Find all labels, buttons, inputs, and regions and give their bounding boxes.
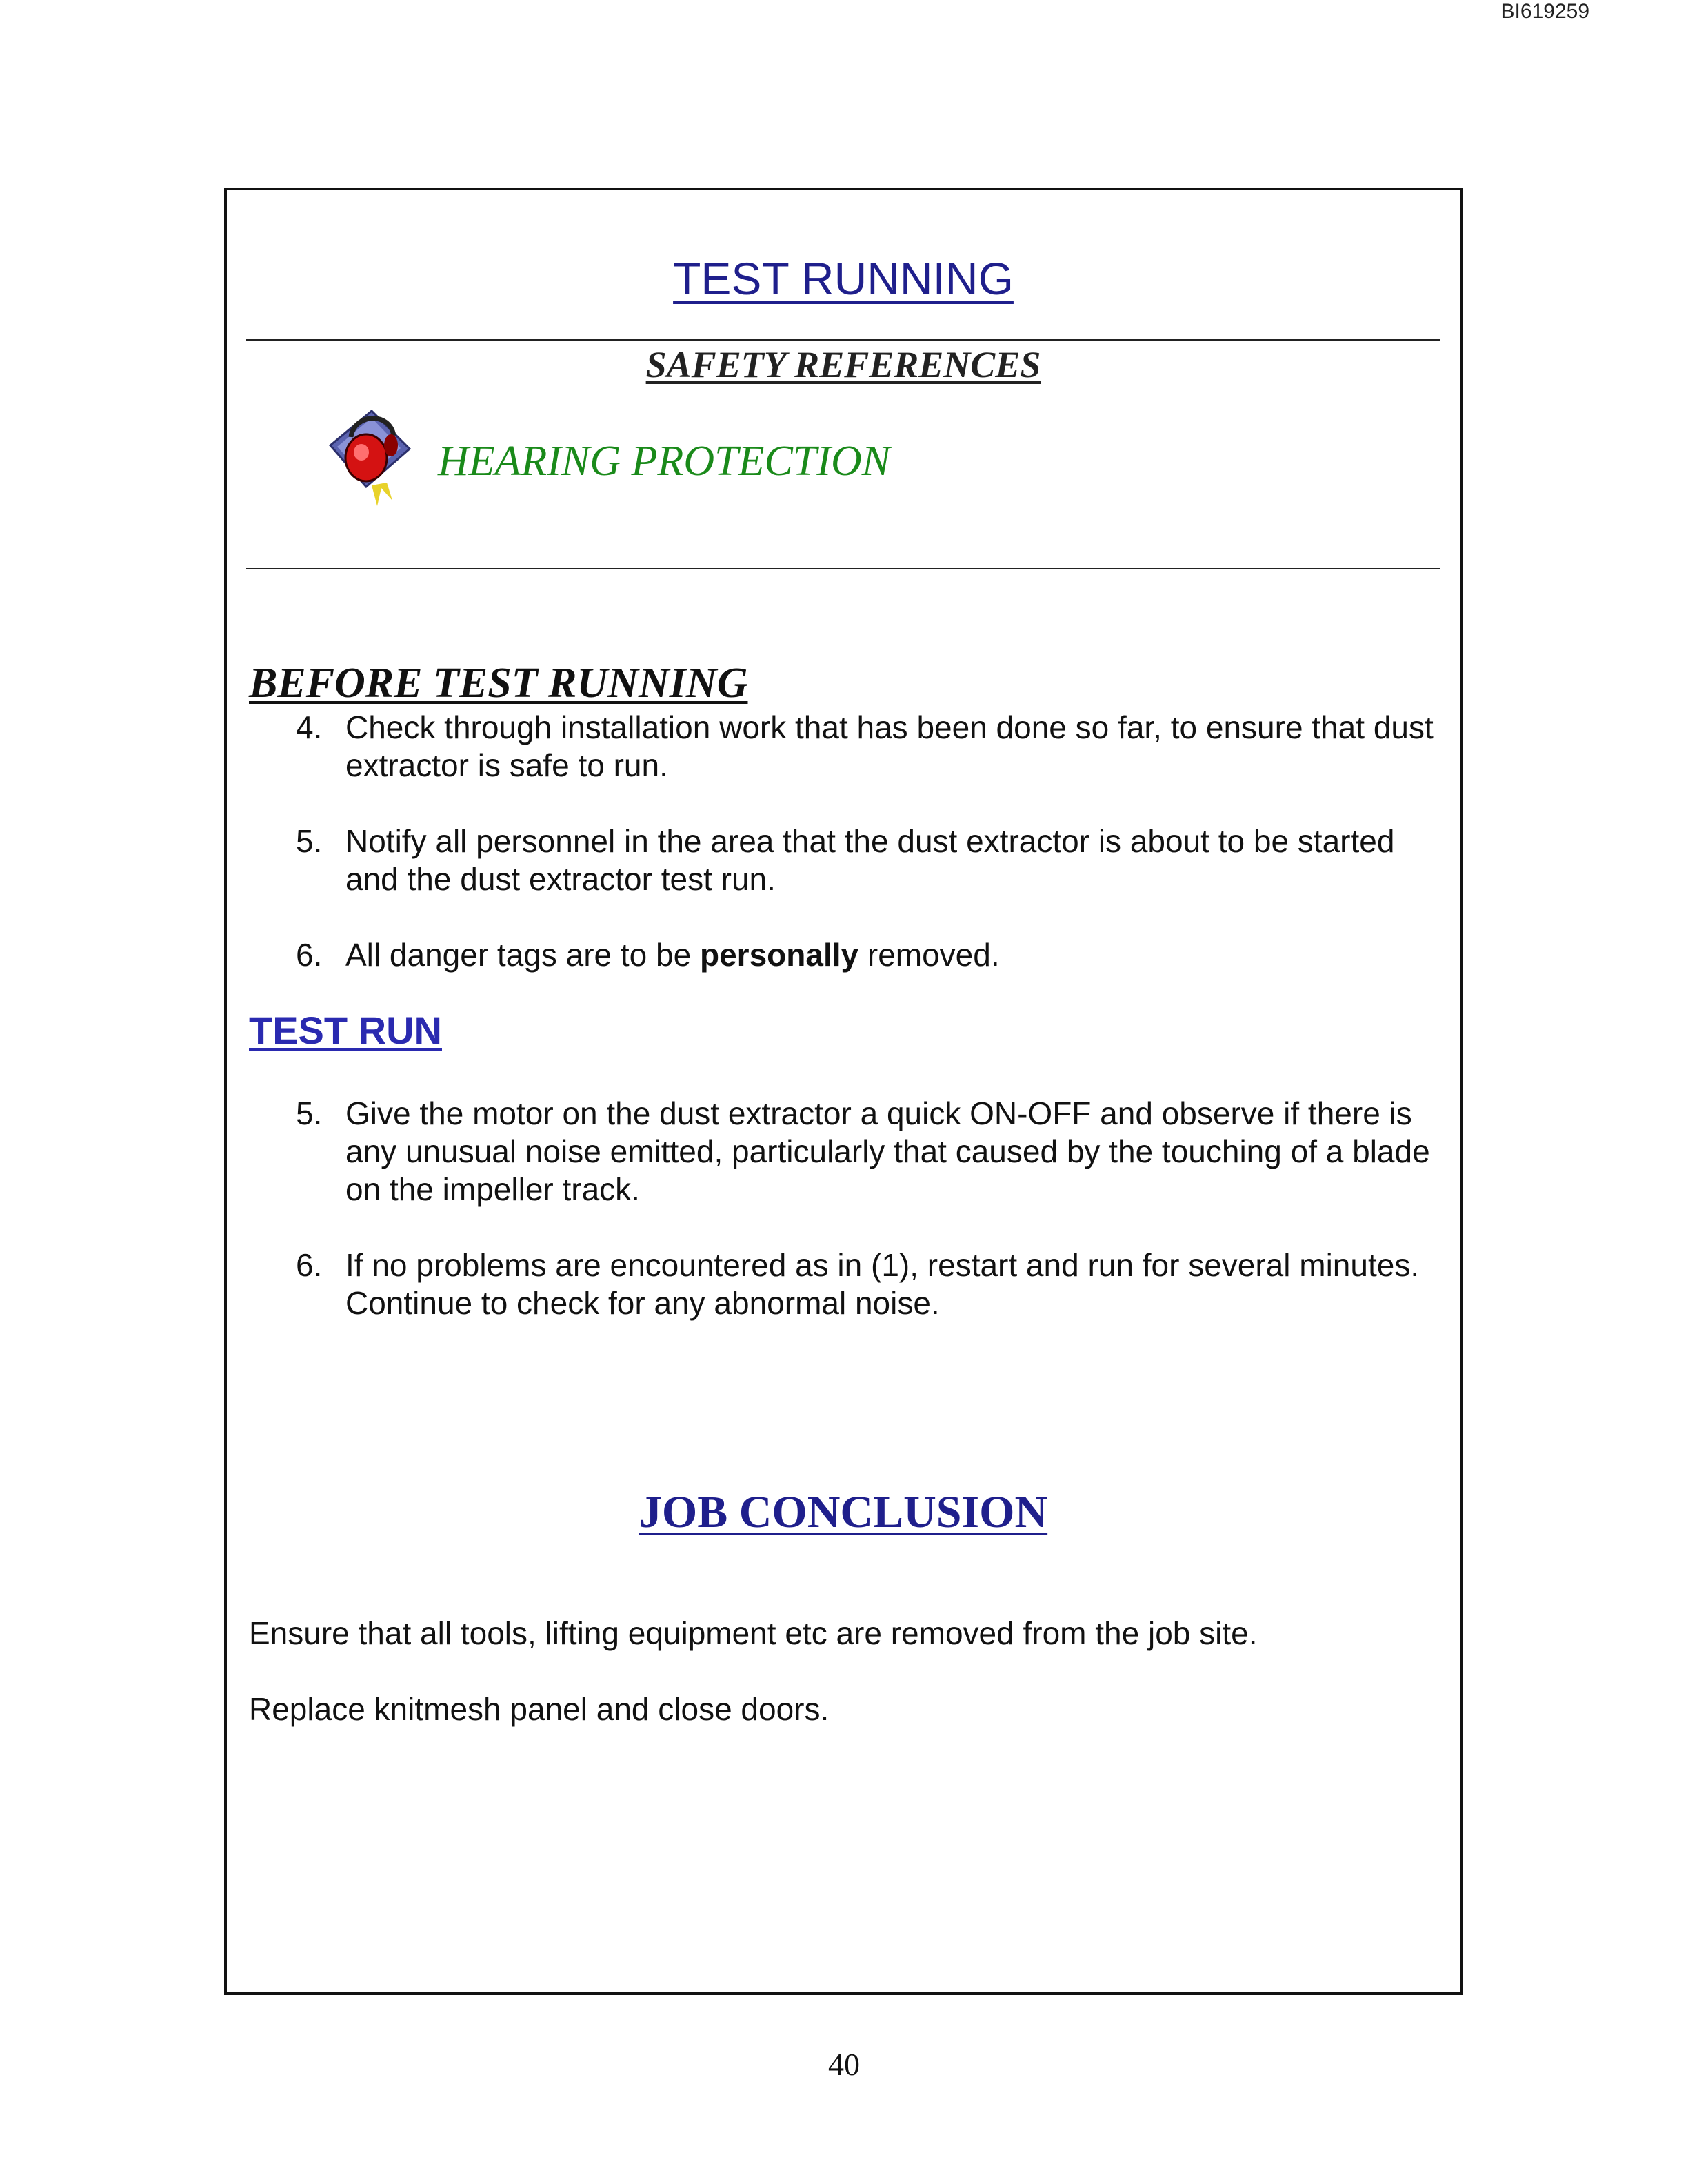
earmuffs-icon: [323, 404, 413, 507]
text-segment: All danger tags are to be: [345, 937, 700, 973]
page-title: TEST RUNNING: [673, 253, 1014, 304]
list-item-number: 5.: [296, 1095, 323, 1131]
page-number: 40: [828, 2047, 860, 2082]
list-item-text: Check through installation work that has been done so far, to ensure that dust extractor is safe to run.: [345, 709, 1434, 783]
text-segment: removed.: [858, 937, 1000, 973]
list-item-number: 4.: [296, 709, 323, 745]
emphasis-text: personally: [700, 937, 859, 973]
conclusion-paragraph: Replace knitmesh panel and close doors.: [249, 1691, 830, 1727]
list-item: [296, 1246, 1434, 1322]
document-id: BI619259: [1500, 0, 1589, 23]
list-item: [296, 936, 1434, 974]
conclusion-paragraph: Ensure that all tools, lifting equipment etc are removed from the job site.: [249, 1615, 1258, 1651]
list-item-text: Continue to check for any abnormal noise.: [345, 1285, 940, 1321]
top-divider: [246, 339, 1440, 341]
list-item: [296, 822, 1434, 898]
list-item-number: 6.: [296, 1247, 323, 1283]
list-item: [296, 1095, 1434, 1209]
list-item-text: If no problems are encountered as in (1), restart and run for several minutes.: [345, 1247, 1420, 1283]
list-item-text: [345, 936, 1434, 974]
safety-references-heading: SAFETY REFERENCES: [645, 344, 1041, 385]
list-item-text: Notify all personnel in the area that the dust extractor is about to be started and the dust extractor test run.: [345, 823, 1395, 897]
content-frame: [224, 188, 1463, 1995]
before-test-running-heading: BEFORE TEST RUNNING: [249, 660, 748, 707]
list-item-text-block: [345, 1246, 1434, 1322]
safety-divider: [246, 568, 1440, 569]
job-conclusion-heading: JOB CONCLUSION: [639, 1487, 1048, 1537]
list-item-number: 5.: [296, 823, 323, 859]
hearing-protection-label: HEARING PROTECTION: [438, 438, 891, 485]
test-run-heading: TEST RUN: [249, 1009, 442, 1052]
list-item: [296, 709, 1434, 785]
list-item-text: Give the motor on the dust extractor a quick ON-OFF and observe if there is any unusual noise emitted, particularly that caused by the touching of a blade on the impeller track.: [345, 1095, 1430, 1207]
list-item-number: 6.: [296, 937, 323, 973]
